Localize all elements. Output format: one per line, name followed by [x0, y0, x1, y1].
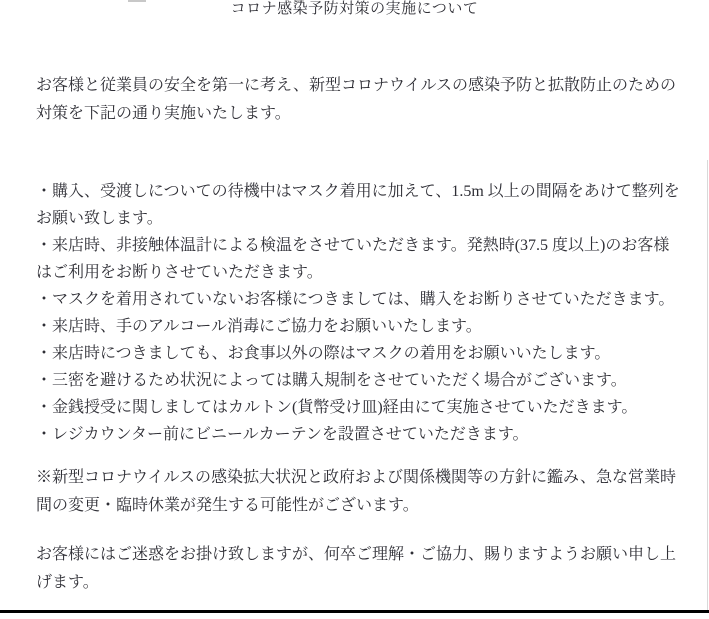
measure-item-vinyl-curtain: ・レジカウンター前にビニールカーテンを設置させていただきます。 — [36, 426, 529, 443]
page-edge-line — [707, 160, 708, 613]
bottom-rule — [0, 610, 709, 613]
measure-item-temperature-check: ・来店時、非接触体温計による検温をさせていただきます。発熱時(37.5 度以上)のお客様はご利用をお断りさせていただきます。 — [36, 237, 670, 281]
measure-item-mask-except-eating: ・来店時につきましても、お食事以外の際はマスクの着用をお願いいたします。 — [36, 345, 611, 362]
measure-item-cash-tray: ・金銭授受に関しましてはカルトン(貨幣受け皿)経由にて実施させていただきます。 — [36, 399, 638, 416]
document-title: コロナ感染予防対策の実施について — [230, 1, 479, 17]
measure-item-purchase-limit: ・三密を避けるため状況によっては購入規制をさせていただく場合がございます。 — [36, 372, 627, 389]
closing-paragraph: お客様にはご迷惑をお掛け致しますが、何卒ご理解・ご協力、賜りますようお願い申し上げます。 — [36, 546, 677, 591]
measure-item-mask-required: ・マスクを着用されていないお客様につきましては、購入をお断りさせていただきます。 — [36, 291, 675, 308]
measure-item-hand-sanitizer: ・来店時、手のアルコール消毒にご協力をお願いいたします。 — [36, 318, 482, 335]
note-paragraph: ※新型コロナウイルスの感染拡大状況と政府および関係機関等の方針に鑑み、急な営業時間の変更・臨時休業が発生する可能性がございます。 — [36, 469, 677, 514]
intro-paragraph: お客様と従業員の安全を第一に考え、新型コロナウイルスの感染予防と拡散防止のための対策を下記の通り実施いたします。 — [36, 77, 677, 122]
measures-list — [36, 178, 682, 448]
measure-item-queue-spacing: ・購入、受渡しについての待機中はマスク着用に加えて、1.5m 以上の間隔をあけて整列をお願い致します。 — [36, 183, 680, 227]
